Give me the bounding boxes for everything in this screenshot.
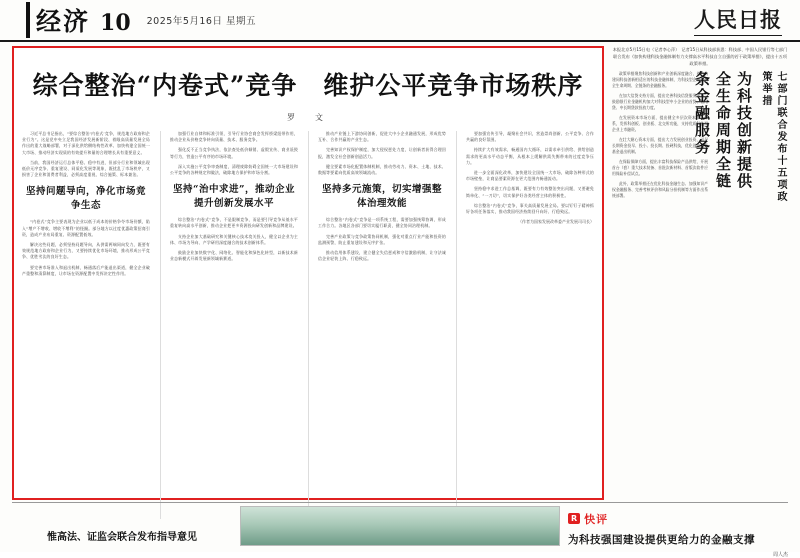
paragraph: 此外，政策举措还在优化科技金融生态、加强知识产权金融服务、完善考核评价和风险分担机制等方面作出系统部署。 [612, 181, 708, 198]
paragraph: 在发展资本市场方面，提出健全多层次资本市场体系，发挥科创板、创业板、北交所功能，支持优质科技型企业上市融资。 [612, 115, 708, 132]
paragraph: 要加强宣传引导，凝聚社会共识，营造崇尚创新、公平竞争、合作共赢的良好氛围。 [466, 131, 594, 143]
paragraph: 综合整治“内卷式”竞争是一项系统工程，需要加强统筹协调，形成工作合力。各地区各部门要切实履行职责，健全协同治理机制。 [318, 217, 446, 229]
article-subhead: 坚持“治中求进”，推动企业提升创新发展水平 [173, 184, 295, 210]
kuaiping-column [568, 506, 788, 558]
paragraph: 习近平总书记指出，“要综合整治‘内卷式’竞争，规范地方政府和企业行为”。这是党中央立足我国经济发展新阶段、着眼高质量发展全局作出的重大战略部署，对于深化供给侧结构性改革、加快构建全国统一大市场、推动经济实现质的有效提升和量的合理增长具有重要意义。 [22, 131, 150, 155]
rail-vertical-titles [693, 71, 788, 203]
masthead [0, 0, 800, 42]
paragraph: 要完善市场准入和退出机制，畅通落后产能退出渠道，健全企业破产重整和清算制度，让市场在资源配置中发挥决定性作用。 [22, 264, 150, 276]
paragraph: 深入实施公平竞争审查制度，清理废除妨碍全国统一大市场建设和公平竞争的各种规定和做法，破除地方保护和市场分割。 [170, 163, 298, 176]
paragraph: 鼓励企业加快数字化、网络化、智能化和绿色化转型，以新技术新业态新模式开辟发展新领域新赛道。 [170, 250, 298, 262]
article-subhead: 坚持多元施策，切实增强整体治理效能 [321, 184, 442, 210]
paragraph: 健全要素市场化配置体制机制，推动劳动力、资本、土地、技术、数据等要素向优质高效领域流动。 [318, 163, 446, 176]
article-byline: 罗 文 [287, 113, 329, 122]
paragraph: 完善知识产权保护制度，加大侵权惩处力度，让创新者获得合理回报，激发全社会创新创造活力。 [318, 147, 446, 159]
paragraph: 推动信用体系建设，建立健全失信惩戒和守信激励机制，让守法诚信企业轻装上阵、行稳致远。 [318, 250, 446, 262]
bottom-divider [12, 502, 788, 503]
paragraph: 持续扩大有效需求，畅通国内大循环，以需求牵引供给、供给创造需求的更高水平动态平衡，从根本上缓解供需失衡带来的过度竞争压力。 [466, 147, 594, 165]
kuaiping-byline: 周人杰 [772, 551, 788, 558]
paragraph: 推动产业链上下游协同创新，促进大中小企业融通发展，形成优势互补、合作共赢的产业生态。 [318, 131, 446, 143]
paragraph: 在壮大耐心资本方面，提出大力发展创业投资，引导长期资金投早、投小、投长期、投硬科技，优化创业投资基金退出机制。 [612, 137, 708, 154]
main-article [12, 46, 604, 500]
paragraph: 政策举措聚焦科技创新和产业创新深度融合，着力构建同科技创新相适应的科技金融体制，为科技型企业提供全生命周期、全链条的金融服务。 [612, 71, 708, 88]
kuaiping-badge-icon: R [568, 513, 580, 524]
paragraph: 强化反不正当竞争执法，依法查处低价倾销、虚假宣传、商业诋毁等行为，营造公平有序的市场环境。 [170, 147, 298, 159]
rail-headline: 为科技创新提供全生命周期全链条金融服务 [693, 71, 753, 190]
publication-date: 2025年5月16日 星期五 [146, 16, 256, 27]
paragraph: 支持企业加大基础研究和关键核心技术攻关投入，健全以企业为主体、市场为导向、产学研用深度融合的技术创新体系。 [170, 233, 298, 245]
paragraph: 完善产业政策与竞争政策协同机制，强化对重点行业产能和投资的监测预警，防止重复建设和无序扩张。 [318, 233, 446, 245]
kuaiping-label-group [568, 511, 608, 527]
paragraph: 综合整治“内卷式”竞争，不是限制竞争，而是要引导竞争从低水平重复转向高水平创新，推动企业把更多资源投向研发创新和品牌建设。 [170, 217, 298, 229]
article-column-4 [456, 131, 594, 519]
paragraph: 进一步全面深化改革，加快建设全国统一大市场，破除各种形式的市场壁垒，让商品要素资源在更大范围内畅通流动。 [466, 170, 594, 182]
secondary-article [612, 46, 788, 500]
page-number: 10 [100, 10, 131, 36]
bottom-left-headline: 惟高法、证监会联合发布指导意见 [47, 532, 197, 543]
article-subhead: 坚持问题导向，净化市场竞争生态 [25, 186, 146, 212]
paper-title: 人民日报 [694, 4, 782, 36]
article-column-3 [308, 131, 446, 519]
article-columns [22, 131, 594, 519]
article-column-2 [160, 131, 298, 519]
article-column-1 [22, 131, 150, 519]
paragraph: “内卷式”竞争主要表现为企业以低于成本的价格争夺市场份额，陷入“增产不增收、增收不增利”的怪圈。部分地方以过度优惠政策招商引资，造成产业布局重复、资源配置低效。 [22, 219, 150, 237]
rail-kicker: 七部门联合发布十五项政策举措 [760, 71, 786, 203]
section-indicator [26, 2, 131, 38]
paragraph: 在保险保障方面，提出丰富科技保险产品供给，开展首台（套）重大技术装备、首批次新材料、首版次软件应用保险补偿试点。 [612, 159, 708, 176]
paragraph: 当前，我国经济运行总体平稳、稳中有进，但部分行业和领域出现低价无序竞争、重复建设、同质化发展等现象，既扰乱了市场秩序，又损害了企业和消费者利益，必须高度重视、综合施策、标本兼治。 [22, 159, 150, 178]
rail-dateline: 本报北京5月15日电（记者李心萍） 记者15日从科技部获悉：科技部、中国人民银行等七部门联合发布《加快构建科技金融体制有力支撑高水平科技自立自强的若干政策举措》，提出十五项政策举措。 [612, 47, 788, 66]
bottom-strip [12, 506, 788, 558]
paragraph: 坚持稳中求进工作总基调，既要有力有效整治突出问题，又要避免简单化、“一刀切”，切实保护好各类经营主体的积极性。 [466, 186, 594, 198]
bottom-photo [240, 506, 560, 546]
kuaiping-headline: 为科技强国建设提供更给力的金融支撑 [568, 533, 755, 546]
section-name: 经济 [36, 7, 91, 36]
rail-body [612, 71, 788, 203]
paragraph: 解决这些问题，必须坚持问题导向，从供需两端同向发力，既要有效规范地方政府和企业行为，又要持续优化市场环境，推动形成公平竞争、优胜劣汰的良好生态。 [22, 242, 150, 260]
article-source-note: （作者为国家发展改革委产业发展司司长） [518, 219, 594, 225]
kuaiping-label: 快评 [584, 512, 609, 526]
article-headline: 综合整治“内卷式”竞争 维护公平竞争市场秩序 [32, 71, 584, 100]
paragraph: 综合整治“内卷式”竞争，事关高质量发展全局。要以钉钉子精神抓好各项任务落实，推动我国经济持续回升向好、行稳致远。 [466, 202, 594, 215]
paragraph: 加强行业自律和标准引领，引导行业协会商会发挥桥梁纽带作用，推动企业从价格竞争转向质量、技术、服务竞争。 [170, 131, 298, 143]
paragraph: 在加大信贷支持方面，提出完善科技信贷服务体系，鼓励银行业金融机构加大对科技型中小企业的首贷、信用贷、中长期贷款投放力度。 [612, 93, 708, 110]
